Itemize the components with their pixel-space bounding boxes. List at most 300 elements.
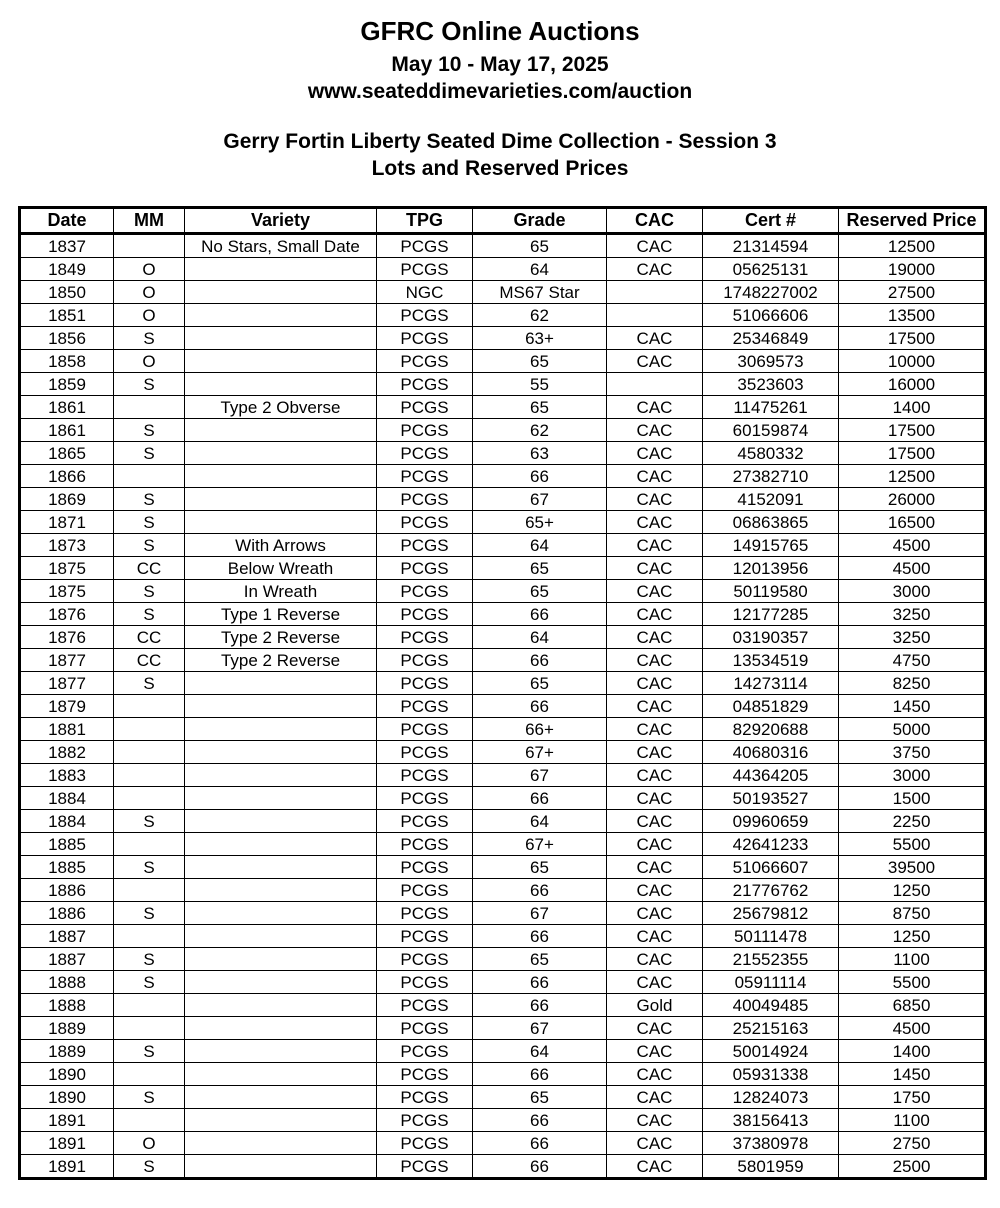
table-row bbox=[20, 1086, 986, 1109]
table-row bbox=[20, 1132, 986, 1155]
cell-mm: S bbox=[114, 672, 185, 695]
cell-date: 1887 bbox=[20, 948, 114, 971]
cell-mm bbox=[114, 1017, 185, 1040]
cell-variety: Type 2 Obverse bbox=[185, 396, 377, 419]
cell-mm: S bbox=[114, 856, 185, 879]
cell-grade: 65 bbox=[473, 396, 607, 419]
cell-cert: 60159874 bbox=[703, 419, 839, 442]
cell-reserved-price: 3250 bbox=[839, 603, 986, 626]
cell-variety bbox=[185, 327, 377, 350]
cell-mm bbox=[114, 994, 185, 1017]
cell-tpg: PCGS bbox=[377, 649, 473, 672]
cell-reserved-price: 16500 bbox=[839, 511, 986, 534]
cell-cert: 06863865 bbox=[703, 511, 839, 534]
cell-tpg: PCGS bbox=[377, 234, 473, 258]
cell-grade: 65+ bbox=[473, 511, 607, 534]
cell-date: 1884 bbox=[20, 787, 114, 810]
cell-variety bbox=[185, 971, 377, 994]
cell-variety: Type 1 Reverse bbox=[185, 603, 377, 626]
cell-date: 1882 bbox=[20, 741, 114, 764]
cell-tpg: PCGS bbox=[377, 534, 473, 557]
column-header-reserved-price: Reserved Price bbox=[839, 208, 986, 234]
cell-grade: 67 bbox=[473, 764, 607, 787]
cell-date: 1889 bbox=[20, 1017, 114, 1040]
cell-mm bbox=[114, 925, 185, 948]
cell-mm bbox=[114, 234, 185, 258]
cell-variety bbox=[185, 833, 377, 856]
cell-variety bbox=[185, 442, 377, 465]
cell-cert: 27382710 bbox=[703, 465, 839, 488]
cell-reserved-price: 8250 bbox=[839, 672, 986, 695]
cell-grade: 64 bbox=[473, 258, 607, 281]
cell-grade: 62 bbox=[473, 304, 607, 327]
cell-variety bbox=[185, 465, 377, 488]
cell-mm: S bbox=[114, 902, 185, 925]
cell-cert: 42641233 bbox=[703, 833, 839, 856]
cell-cert: 38156413 bbox=[703, 1109, 839, 1132]
cell-mm: S bbox=[114, 511, 185, 534]
cell-variety bbox=[185, 258, 377, 281]
cell-reserved-price: 1400 bbox=[839, 396, 986, 419]
cell-reserved-price: 1250 bbox=[839, 925, 986, 948]
cell-date: 1876 bbox=[20, 626, 114, 649]
cell-variety bbox=[185, 304, 377, 327]
cell-date: 1885 bbox=[20, 856, 114, 879]
table-row bbox=[20, 925, 986, 948]
table-row bbox=[20, 442, 986, 465]
cell-reserved-price: 8750 bbox=[839, 902, 986, 925]
table-row bbox=[20, 1063, 986, 1086]
cell-variety bbox=[185, 1155, 377, 1179]
cell-tpg: PCGS bbox=[377, 465, 473, 488]
cell-grade: 65 bbox=[473, 557, 607, 580]
cell-variety bbox=[185, 1017, 377, 1040]
cell-reserved-price: 1750 bbox=[839, 1086, 986, 1109]
cell-grade: 64 bbox=[473, 626, 607, 649]
cell-variety bbox=[185, 718, 377, 741]
cell-tpg: PCGS bbox=[377, 1109, 473, 1132]
cell-tpg: PCGS bbox=[377, 327, 473, 350]
table-row bbox=[20, 373, 986, 396]
cell-variety bbox=[185, 1040, 377, 1063]
cell-mm bbox=[114, 465, 185, 488]
cell-variety bbox=[185, 787, 377, 810]
column-header-tpg: TPG bbox=[377, 208, 473, 234]
cell-cac: CAC bbox=[607, 1040, 703, 1063]
cell-cert: 37380978 bbox=[703, 1132, 839, 1155]
cell-variety bbox=[185, 488, 377, 511]
cell-mm: O bbox=[114, 350, 185, 373]
cell-variety bbox=[185, 810, 377, 833]
cell-reserved-price: 1100 bbox=[839, 948, 986, 971]
table-row bbox=[20, 488, 986, 511]
cell-variety bbox=[185, 1109, 377, 1132]
auction-url: www.seateddimevarieties.com/auction bbox=[307, 80, 693, 103]
cell-tpg: PCGS bbox=[377, 718, 473, 741]
cell-cac: CAC bbox=[607, 833, 703, 856]
cell-date: 1871 bbox=[20, 511, 114, 534]
table-row bbox=[20, 994, 986, 1017]
cell-reserved-price: 2750 bbox=[839, 1132, 986, 1155]
table-body bbox=[20, 234, 986, 1179]
cell-mm: S bbox=[114, 603, 185, 626]
cell-tpg: PCGS bbox=[377, 626, 473, 649]
cell-cert: 25679812 bbox=[703, 902, 839, 925]
cell-cert: 4152091 bbox=[703, 488, 839, 511]
cell-date: 1890 bbox=[20, 1086, 114, 1109]
cell-grade: 66 bbox=[473, 603, 607, 626]
cell-grade: 64 bbox=[473, 810, 607, 833]
cell-mm bbox=[114, 695, 185, 718]
table-row bbox=[20, 304, 986, 327]
cell-tpg: PCGS bbox=[377, 396, 473, 419]
cell-mm: S bbox=[114, 1155, 185, 1179]
cell-cac: CAC bbox=[607, 557, 703, 580]
cell-mm: S bbox=[114, 419, 185, 442]
cell-grade: 67+ bbox=[473, 741, 607, 764]
cell-cert: 50111478 bbox=[703, 925, 839, 948]
cell-date: 1876 bbox=[20, 603, 114, 626]
cell-reserved-price: 17500 bbox=[839, 419, 986, 442]
column-header-cac: CAC bbox=[607, 208, 703, 234]
column-header-date: Date bbox=[20, 208, 114, 234]
cell-cac: CAC bbox=[607, 1017, 703, 1040]
cell-date: 1891 bbox=[20, 1109, 114, 1132]
cell-date: 1856 bbox=[20, 327, 114, 350]
cell-variety bbox=[185, 994, 377, 1017]
cell-cert: 25346849 bbox=[703, 327, 839, 350]
cell-reserved-price: 2500 bbox=[839, 1155, 986, 1179]
table-row bbox=[20, 787, 986, 810]
cell-date: 1849 bbox=[20, 258, 114, 281]
cell-grade: 65 bbox=[473, 672, 607, 695]
cell-mm bbox=[114, 1109, 185, 1132]
table-row bbox=[20, 810, 986, 833]
table-row bbox=[20, 350, 986, 373]
cell-tpg: PCGS bbox=[377, 258, 473, 281]
cell-reserved-price: 16000 bbox=[839, 373, 986, 396]
cell-tpg: PCGS bbox=[377, 1086, 473, 1109]
cell-cert: 50014924 bbox=[703, 1040, 839, 1063]
cell-variety bbox=[185, 741, 377, 764]
cell-cac: Gold bbox=[607, 994, 703, 1017]
cell-cac: CAC bbox=[607, 1109, 703, 1132]
cell-reserved-price: 1450 bbox=[839, 695, 986, 718]
cell-tpg: PCGS bbox=[377, 971, 473, 994]
cell-tpg: PCGS bbox=[377, 764, 473, 787]
cell-cert: 21314594 bbox=[703, 234, 839, 258]
cell-cert: 05911114 bbox=[703, 971, 839, 994]
cell-cert: 12177285 bbox=[703, 603, 839, 626]
cell-tpg: PCGS bbox=[377, 1132, 473, 1155]
cell-tpg: PCGS bbox=[377, 856, 473, 879]
cell-cac: CAC bbox=[607, 350, 703, 373]
cell-grade: 66+ bbox=[473, 718, 607, 741]
cell-grade: 63 bbox=[473, 442, 607, 465]
table-row bbox=[20, 281, 986, 304]
cell-variety bbox=[185, 1132, 377, 1155]
column-header-grade: Grade bbox=[473, 208, 607, 234]
cell-mm: O bbox=[114, 304, 185, 327]
cell-reserved-price: 17500 bbox=[839, 442, 986, 465]
cell-tpg: PCGS bbox=[377, 603, 473, 626]
table-row bbox=[20, 603, 986, 626]
cell-cert: 14915765 bbox=[703, 534, 839, 557]
cell-cac: CAC bbox=[607, 971, 703, 994]
cell-cac: CAC bbox=[607, 419, 703, 442]
table-row bbox=[20, 258, 986, 281]
cell-date: 1889 bbox=[20, 1040, 114, 1063]
cell-cac: CAC bbox=[607, 764, 703, 787]
cell-date: 1877 bbox=[20, 672, 114, 695]
cell-grade: 67 bbox=[473, 902, 607, 925]
table-row bbox=[20, 695, 986, 718]
cell-cac: CAC bbox=[607, 534, 703, 557]
cell-grade: 66 bbox=[473, 879, 607, 902]
cell-mm bbox=[114, 764, 185, 787]
cell-tpg: PCGS bbox=[377, 419, 473, 442]
table-row bbox=[20, 419, 986, 442]
cell-grade: 65 bbox=[473, 234, 607, 258]
cell-cert: 4580332 bbox=[703, 442, 839, 465]
cell-mm bbox=[114, 787, 185, 810]
cell-date: 1873 bbox=[20, 534, 114, 557]
cell-date: 1859 bbox=[20, 373, 114, 396]
cell-grade: 65 bbox=[473, 350, 607, 373]
cell-cert: 51066607 bbox=[703, 856, 839, 879]
auction-dates: May 10 - May 17, 2025 bbox=[391, 53, 609, 76]
cell-mm: O bbox=[114, 1132, 185, 1155]
cell-variety bbox=[185, 948, 377, 971]
cell-reserved-price: 1450 bbox=[839, 1063, 986, 1086]
table-row bbox=[20, 465, 986, 488]
cell-date: 1881 bbox=[20, 718, 114, 741]
cell-date: 1858 bbox=[20, 350, 114, 373]
cell-date: 1861 bbox=[20, 419, 114, 442]
cell-grade: 67 bbox=[473, 1017, 607, 1040]
cell-reserved-price: 3000 bbox=[839, 580, 986, 603]
cell-date: 1865 bbox=[20, 442, 114, 465]
table-row bbox=[20, 534, 986, 557]
cell-mm: CC bbox=[114, 557, 185, 580]
cell-variety: Type 2 Reverse bbox=[185, 626, 377, 649]
cell-mm bbox=[114, 833, 185, 856]
cell-tpg: PCGS bbox=[377, 741, 473, 764]
cell-mm: S bbox=[114, 810, 185, 833]
cell-reserved-price: 4500 bbox=[839, 1017, 986, 1040]
cell-reserved-price: 27500 bbox=[839, 281, 986, 304]
table-row bbox=[20, 1040, 986, 1063]
cell-grade: 55 bbox=[473, 373, 607, 396]
cell-grade: 65 bbox=[473, 948, 607, 971]
cell-cac: CAC bbox=[607, 672, 703, 695]
lots-table bbox=[18, 206, 987, 1180]
cell-cac: CAC bbox=[607, 695, 703, 718]
cell-cert: 44364205 bbox=[703, 764, 839, 787]
table-row bbox=[20, 902, 986, 925]
cell-variety bbox=[185, 350, 377, 373]
cell-date: 1887 bbox=[20, 925, 114, 948]
cell-date: 1866 bbox=[20, 465, 114, 488]
cell-tpg: PCGS bbox=[377, 511, 473, 534]
cell-grade: 67 bbox=[473, 488, 607, 511]
cell-tpg: PCGS bbox=[377, 350, 473, 373]
cell-date: 1861 bbox=[20, 396, 114, 419]
column-header-variety: Variety bbox=[185, 208, 377, 234]
cell-mm: S bbox=[114, 488, 185, 511]
cell-grade: 65 bbox=[473, 580, 607, 603]
cell-cert: 3069573 bbox=[703, 350, 839, 373]
table-row bbox=[20, 557, 986, 580]
cell-tpg: PCGS bbox=[377, 1063, 473, 1086]
cell-grade: 66 bbox=[473, 925, 607, 948]
cell-cert: 5801959 bbox=[703, 1155, 839, 1179]
cell-grade: 65 bbox=[473, 856, 607, 879]
cell-reserved-price: 12500 bbox=[839, 465, 986, 488]
cell-tpg: PCGS bbox=[377, 902, 473, 925]
cell-grade: 66 bbox=[473, 971, 607, 994]
cell-tpg: PCGS bbox=[377, 879, 473, 902]
cell-variety: In Wreath bbox=[185, 580, 377, 603]
cell-reserved-price: 4500 bbox=[839, 534, 986, 557]
cell-variety bbox=[185, 281, 377, 304]
cell-tpg: PCGS bbox=[377, 833, 473, 856]
cell-tpg: PCGS bbox=[377, 787, 473, 810]
cell-variety bbox=[185, 419, 377, 442]
cell-tpg: PCGS bbox=[377, 994, 473, 1017]
cell-tpg: PCGS bbox=[377, 672, 473, 695]
cell-grade: 63+ bbox=[473, 327, 607, 350]
table-header-row bbox=[20, 208, 986, 234]
cell-variety bbox=[185, 1063, 377, 1086]
table-row bbox=[20, 626, 986, 649]
cell-tpg: PCGS bbox=[377, 1040, 473, 1063]
cell-cert: 13534519 bbox=[703, 649, 839, 672]
cell-cac: CAC bbox=[607, 649, 703, 672]
cell-reserved-price: 26000 bbox=[839, 488, 986, 511]
cell-mm: S bbox=[114, 373, 185, 396]
cell-reserved-price: 1250 bbox=[839, 879, 986, 902]
cell-reserved-price: 17500 bbox=[839, 327, 986, 350]
table-row bbox=[20, 718, 986, 741]
cell-cert: 3523603 bbox=[703, 373, 839, 396]
cell-reserved-price: 1100 bbox=[839, 1109, 986, 1132]
cell-tpg: PCGS bbox=[377, 488, 473, 511]
cell-cac: CAC bbox=[607, 1086, 703, 1109]
cell-reserved-price: 5000 bbox=[839, 718, 986, 741]
cell-date: 1888 bbox=[20, 971, 114, 994]
table-row bbox=[20, 672, 986, 695]
cell-cac: CAC bbox=[607, 902, 703, 925]
cell-date: 1875 bbox=[20, 557, 114, 580]
cell-grade: 66 bbox=[473, 1132, 607, 1155]
cell-mm: S bbox=[114, 534, 185, 557]
cell-date: 1888 bbox=[20, 994, 114, 1017]
cell-variety bbox=[185, 925, 377, 948]
cell-cac: CAC bbox=[607, 741, 703, 764]
table-row bbox=[20, 833, 986, 856]
cell-reserved-price: 2250 bbox=[839, 810, 986, 833]
cell-tpg: PCGS bbox=[377, 557, 473, 580]
cell-grade: 64 bbox=[473, 534, 607, 557]
cell-date: 1850 bbox=[20, 281, 114, 304]
cell-cac bbox=[607, 304, 703, 327]
cell-reserved-price: 1500 bbox=[839, 787, 986, 810]
cell-variety: With Arrows bbox=[185, 534, 377, 557]
cell-grade: 66 bbox=[473, 994, 607, 1017]
cell-tpg: PCGS bbox=[377, 810, 473, 833]
cell-cert: 11475261 bbox=[703, 396, 839, 419]
cell-mm: S bbox=[114, 1040, 185, 1063]
cell-grade: 66 bbox=[473, 1155, 607, 1179]
cell-cac: CAC bbox=[607, 856, 703, 879]
cell-date: 1877 bbox=[20, 649, 114, 672]
cell-cac: CAC bbox=[607, 396, 703, 419]
cell-variety: Below Wreath bbox=[185, 557, 377, 580]
cell-mm: S bbox=[114, 1086, 185, 1109]
cell-tpg: PCGS bbox=[377, 1017, 473, 1040]
cell-cac: CAC bbox=[607, 603, 703, 626]
cell-mm: O bbox=[114, 281, 185, 304]
cell-cac: CAC bbox=[607, 718, 703, 741]
cell-date: 1886 bbox=[20, 902, 114, 925]
cell-cert: 1748227002 bbox=[703, 281, 839, 304]
cell-tpg: PCGS bbox=[377, 948, 473, 971]
cell-reserved-price: 12500 bbox=[839, 234, 986, 258]
cell-cert: 21552355 bbox=[703, 948, 839, 971]
cell-grade: MS67 Star bbox=[473, 281, 607, 304]
cell-variety: No Stars, Small Date bbox=[185, 234, 377, 258]
cell-date: 1890 bbox=[20, 1063, 114, 1086]
cell-variety bbox=[185, 695, 377, 718]
table-subtitle: Lots and Reserved Prices bbox=[371, 157, 629, 180]
cell-date: 1891 bbox=[20, 1155, 114, 1179]
cell-mm: S bbox=[114, 971, 185, 994]
cell-mm: CC bbox=[114, 626, 185, 649]
table-row bbox=[20, 1109, 986, 1132]
cell-variety bbox=[185, 902, 377, 925]
table-row bbox=[20, 1155, 986, 1179]
cell-grade: 66 bbox=[473, 787, 607, 810]
table-row bbox=[20, 327, 986, 350]
cell-cac: CAC bbox=[607, 327, 703, 350]
cell-variety bbox=[185, 879, 377, 902]
table-row bbox=[20, 649, 986, 672]
cell-mm: S bbox=[114, 580, 185, 603]
cell-date: 1891 bbox=[20, 1132, 114, 1155]
cell-tpg: PCGS bbox=[377, 695, 473, 718]
cell-variety bbox=[185, 511, 377, 534]
page-title: GFRC Online Auctions bbox=[360, 16, 640, 46]
cell-cac bbox=[607, 373, 703, 396]
cell-mm bbox=[114, 741, 185, 764]
cell-variety bbox=[185, 373, 377, 396]
cell-cac: CAC bbox=[607, 948, 703, 971]
cell-reserved-price: 1400 bbox=[839, 1040, 986, 1063]
cell-reserved-price: 3000 bbox=[839, 764, 986, 787]
collection-subtitle: Gerry Fortin Liberty Seated Dime Collection - Session 3 bbox=[223, 130, 777, 153]
cell-reserved-price: 3250 bbox=[839, 626, 986, 649]
cell-grade: 66 bbox=[473, 649, 607, 672]
cell-date: 1837 bbox=[20, 234, 114, 258]
cell-date: 1851 bbox=[20, 304, 114, 327]
cell-grade: 64 bbox=[473, 1040, 607, 1063]
cell-cac: CAC bbox=[607, 234, 703, 258]
cell-variety bbox=[185, 856, 377, 879]
cell-cert: 40680316 bbox=[703, 741, 839, 764]
cell-date: 1885 bbox=[20, 833, 114, 856]
cell-tpg: PCGS bbox=[377, 304, 473, 327]
